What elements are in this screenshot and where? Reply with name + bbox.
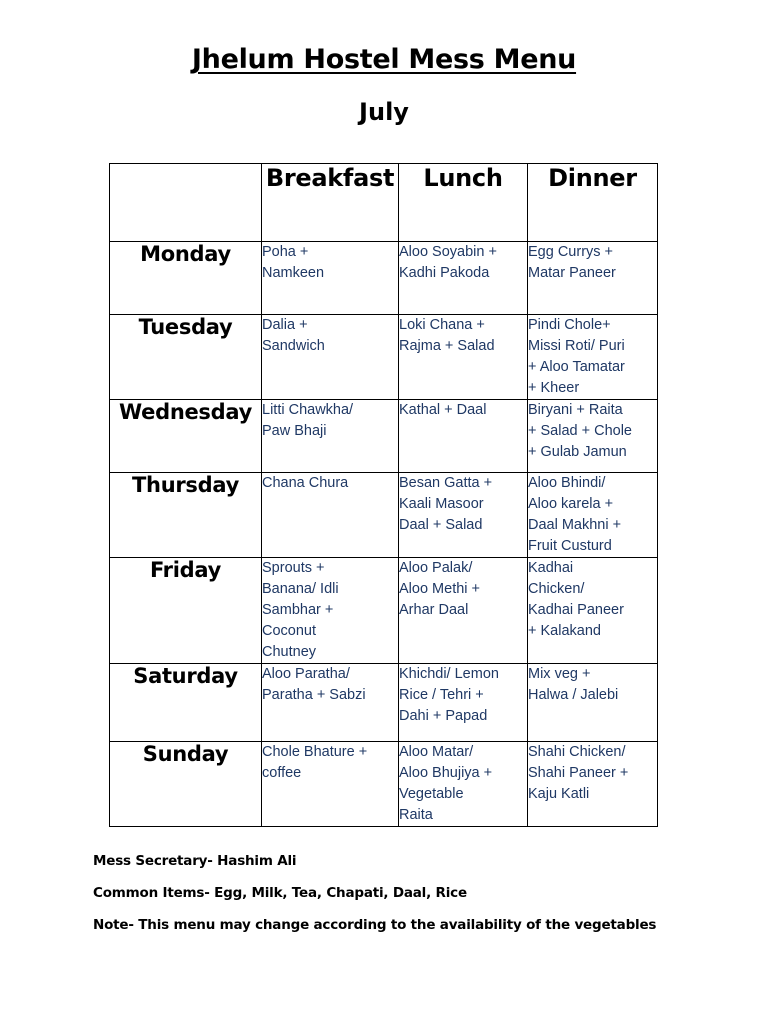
- mess-secretary-text: Mess Secretary- Hashim Ali: [93, 853, 297, 869]
- day-row-saturday: [110, 664, 658, 742]
- menu-month: July: [359, 98, 409, 126]
- day-row-tuesday: [110, 315, 658, 400]
- dish-line: Aloo Methi +: [399, 581, 481, 597]
- dish-line: Matar Paneer: [528, 265, 616, 281]
- mess-menu-table: [109, 163, 658, 827]
- common-items-text: Common Items- Egg, Milk, Tea, Chapati, Daal, Rice: [93, 885, 467, 901]
- lunch-cell: [399, 664, 528, 742]
- lunch-cell: [399, 473, 528, 558]
- day-row-thursday: [110, 473, 658, 558]
- dinner-cell: [528, 242, 658, 315]
- day-label: Wednesday: [110, 400, 262, 473]
- dish-line: Kadhai Paneer: [528, 602, 624, 618]
- dish-line: Aloo Palak/: [399, 560, 473, 576]
- header-row: [110, 164, 658, 242]
- dish-line: Aloo karela +: [528, 496, 614, 512]
- dish-line: + Kalakand: [528, 623, 601, 639]
- lunch-cell: [399, 242, 528, 315]
- dish-line: Rice / Tehri +: [399, 687, 484, 703]
- header-corner-cell: [110, 164, 262, 242]
- dish-line: + Aloo Tamatar: [528, 359, 625, 375]
- dish-line: Kaali Masoor: [399, 496, 484, 512]
- dinner-cell: [528, 315, 658, 400]
- breakfast-cell: [262, 664, 399, 742]
- dish-line: Sambhar +: [262, 602, 334, 618]
- dish-line: Dahi + Papad: [399, 708, 488, 724]
- dish-line: Biryani + Raita: [528, 402, 623, 418]
- day-label: Monday: [110, 242, 262, 315]
- dish-line: Fruit Custurd: [528, 538, 612, 554]
- dish-line: Aloo Matar/: [399, 744, 474, 760]
- breakfast-cell: [262, 558, 399, 664]
- breakfast-cell: [262, 742, 399, 827]
- day-label: Sunday: [110, 742, 262, 827]
- day-label: Saturday: [110, 664, 262, 742]
- dish-line: Dalia +: [262, 317, 308, 333]
- dish-line: Paratha + Sabzi: [262, 687, 366, 703]
- lunch-cell: [399, 742, 528, 827]
- dish-line: Daal Makhni +: [528, 517, 622, 533]
- dish-line: Vegetable: [399, 786, 464, 802]
- dish-line: coffee: [262, 765, 302, 781]
- lunch-cell: [399, 558, 528, 664]
- breakfast-cell: [262, 315, 399, 400]
- dish-line: Raita: [399, 807, 433, 823]
- header-lunch: Lunch: [399, 164, 528, 242]
- dish-line: Chutney: [262, 644, 317, 660]
- lunch-cell: [399, 315, 528, 400]
- breakfast-cell: [262, 400, 399, 473]
- header-dinner: Dinner: [528, 164, 658, 242]
- dinner-cell: [528, 400, 658, 473]
- dish-line: Shahi Paneer +: [528, 765, 629, 781]
- dish-line: Shahi Chicken/: [528, 744, 626, 760]
- dish-line: Chana Chura: [262, 475, 349, 491]
- dish-line: Halwa / Jalebi: [528, 687, 619, 703]
- day-row-sunday: [110, 742, 658, 827]
- dish-line: Banana/ Idli: [262, 581, 339, 597]
- day-row-friday: [110, 558, 658, 664]
- dish-line: Daal + Salad: [399, 517, 483, 533]
- lunch-cell: [399, 400, 528, 473]
- dish-line: Namkeen: [262, 265, 325, 281]
- dinner-cell: [528, 664, 658, 742]
- dish-line: Loki Chana +: [399, 317, 485, 333]
- day-row-monday: [110, 242, 658, 315]
- dish-line: Litti Chawkha/: [262, 402, 354, 418]
- dish-line: Rajma + Salad: [399, 338, 495, 354]
- day-label: Thursday: [110, 473, 262, 558]
- dish-line: Pindi Chole+: [528, 317, 611, 333]
- dinner-cell: [528, 558, 658, 664]
- breakfast-cell: [262, 242, 399, 315]
- day-label: Tuesday: [110, 315, 262, 400]
- header-breakfast: Breakfast: [262, 164, 399, 242]
- page-title: Jhelum Hostel Mess Menu: [191, 44, 577, 75]
- dish-line: Chole Bhature +: [262, 744, 368, 760]
- dinner-cell: [528, 742, 658, 827]
- dish-line: Missi Roti/ Puri: [528, 338, 625, 354]
- dish-line: Aloo Paratha/: [262, 666, 350, 682]
- breakfast-cell: [262, 473, 399, 558]
- dish-line: + Salad + Chole: [528, 423, 632, 439]
- dish-line: Aloo Soyabin +: [399, 244, 497, 260]
- dish-line: Arhar Daal: [399, 602, 469, 618]
- dish-line: Aloo Bhujiya +: [399, 765, 493, 781]
- dish-line: Besan Gatta +: [399, 475, 493, 491]
- dish-line: Kaju Katli: [528, 786, 590, 802]
- dish-line: Aloo Bhindi/: [528, 475, 606, 491]
- dish-line: + Kheer: [528, 380, 580, 396]
- dish-line: Coconut: [262, 623, 317, 639]
- dish-line: Paw Bhaji: [262, 423, 327, 439]
- dish-line: Kadhai: [528, 560, 574, 576]
- dish-line: + Gulab Jamun: [528, 444, 627, 460]
- footer-notes: [93, 850, 656, 946]
- dish-line: Egg Currys +: [528, 244, 614, 260]
- dish-line: Sandwich: [262, 338, 325, 354]
- dish-line: Chicken/: [528, 581, 585, 597]
- dish-line: Sprouts +: [262, 560, 325, 576]
- dish-line: Kathal + Daal: [399, 402, 487, 418]
- menu-change-note: Note- This menu may change according to the availability of the vegetables: [93, 917, 657, 933]
- dish-line: Mix veg +: [528, 666, 591, 682]
- dinner-cell: [528, 473, 658, 558]
- dish-line: Poha +: [262, 244, 309, 260]
- day-row-wednesday: [110, 400, 658, 473]
- dish-line: Khichdi/ Lemon: [399, 666, 499, 682]
- day-label: Friday: [110, 558, 262, 664]
- dish-line: Kadhi Pakoda: [399, 265, 490, 281]
